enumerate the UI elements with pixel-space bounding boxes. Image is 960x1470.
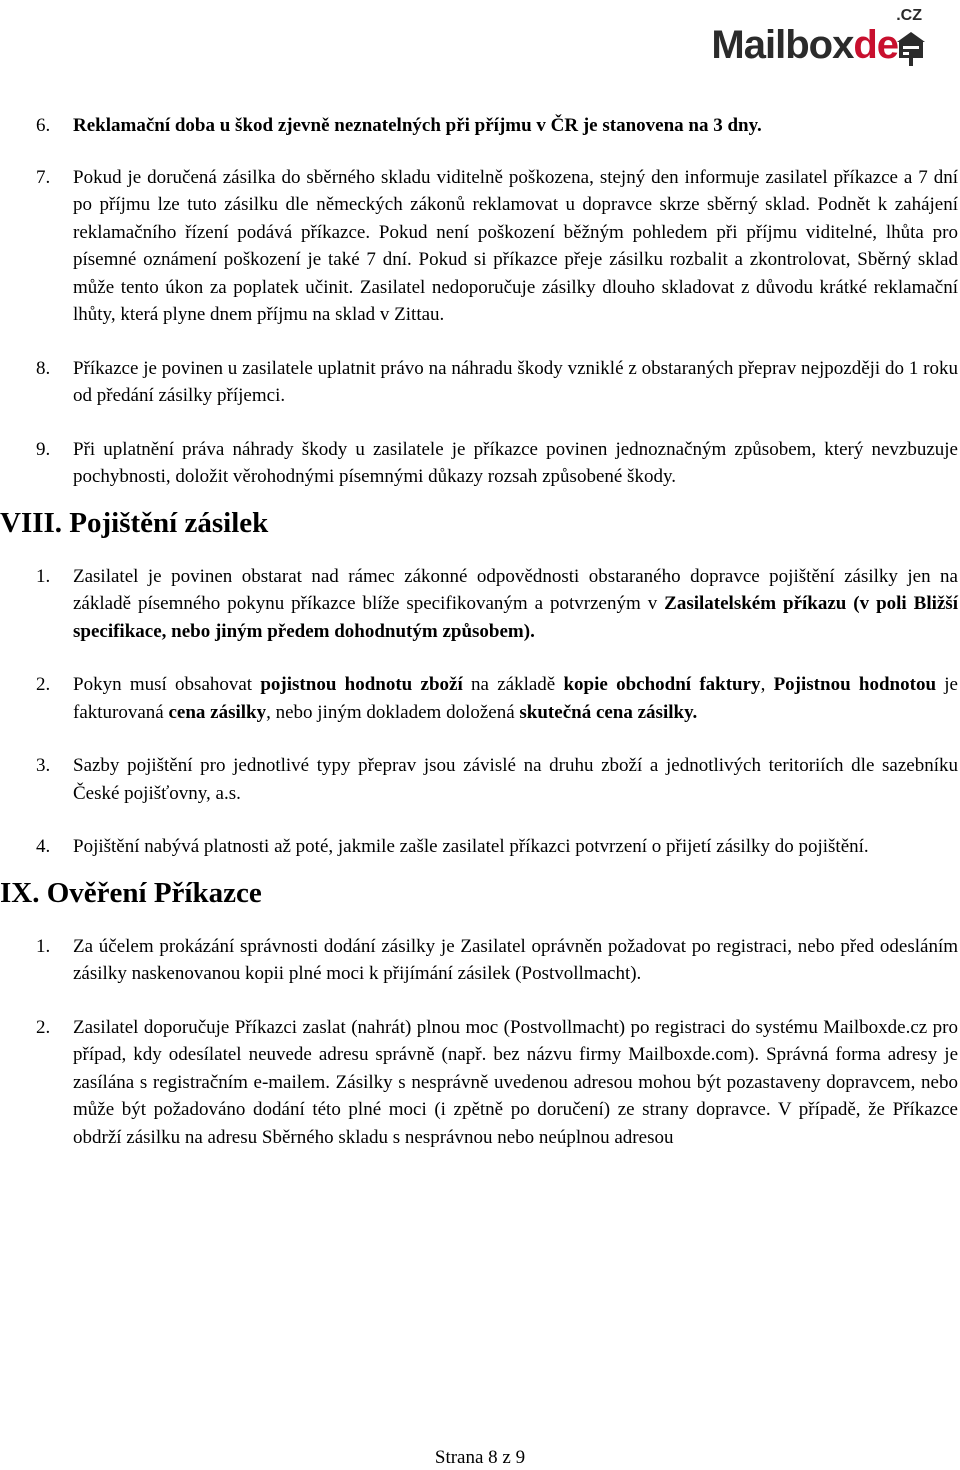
text-run: , (760, 674, 774, 695)
item-number: 1. (36, 565, 51, 587)
text-run: , nebo jiným dokladem doložená (266, 701, 520, 723)
bold-run: pojistnou hodnotu zboží (260, 674, 463, 695)
item-number: 8. (36, 357, 51, 379)
list-item (36, 752, 958, 807)
section-heading-viii: VIII. Pojištění zásilek (0, 506, 269, 539)
list-item (36, 933, 958, 988)
mailboxde-logo (694, 8, 926, 70)
item-text: Za účelem prokázání správnosti dodání zásilky je Zasilatel oprávněn požadovat po registraci, nebo před odesláním zásilky naskenovanou kopii plné moci k přijímání zásilek (Postvollmacht). (73, 935, 958, 984)
item-number: 7. (36, 166, 51, 188)
bold-run: cena zásilky (168, 701, 267, 723)
item-number: 2. (36, 674, 51, 695)
item-text: Zasilatel doporučuje Příkazci zaslat (nahrát) plnou moc (Postvollmacht) po registraci do systému Mailboxde.cz pro případ, kdy odesílatel neuvede adresu správně (např. bez názvu firmy Mailboxde.com). Správná forma adresy je zasílána s registračním e-mailem. Zásilky s nesprávně uvedenou adresou mohou být pozastaveny dopravcem, nebo může být požadováno dodání této plné moci (i zpětně po doručení) ze strany dopravce. V případě, že Příkazce obdrží zásilku na adresu Sběrného skladu s nesprávnou nebo neúplnou adresou (73, 1016, 958, 1148)
list-item (36, 436, 958, 491)
list-item (36, 1014, 958, 1152)
item-number: 2. (36, 1016, 51, 1038)
text-run: na základě (462, 674, 564, 695)
section-heading-ix: IX. Ověření Příkazce (0, 876, 262, 909)
bold-run: Zasilatelském příkazu (v poli Bližší specifikace, nebo jiným předem dohodnutým způsobem). (73, 593, 958, 642)
document-body (0, 112, 958, 1151)
list-item (36, 563, 958, 646)
text-run: Pokyn musí obsahovat (73, 674, 261, 695)
item-text: Reklamační doba u škod zjevně neznatelných při příjmu v ČR je stanovena na 3 dny. (73, 115, 762, 136)
list-item (36, 355, 958, 410)
bold-run: kopie obchodní faktury (563, 674, 761, 695)
text-run: je fakturovaná (73, 674, 958, 723)
item-text: Pokud je doručená zásilka do sběrného skladu viditelně poškozena, stejný den informuje zasilatel příkazce a 7 dní po příjmu lze tuto zásilku dle německých zákonů reklamovat u dopravce skrze sběrný sklad. Podnět k zahájení reklamačního řízení podává příkazce. Pokud není poškození běžným pohledem při příjmu viditelné, lhůta pro písemné oznámení poškození je také 7 dní. Pokud si příkazce přeje zásilku rozbalit a zkontrolovat, Sběrný sklad může tento úkon za poplatek učinit. Zasilatel nedoporučuje zásilky dlouho skladovat z důvodu krátké reklamační lhůty, která plyne dnem příjmu na sklad v Zittau. (73, 166, 958, 325)
bold-run: skutečná cena zásilky. (519, 701, 698, 723)
logo-tld: .CZ (896, 7, 922, 24)
list-item (36, 164, 958, 329)
item-text: Pojištění nabývá platnosti až poté, jakmile zašle zasilatel příkazci potvrzení o přijetí zásilky do pojištění. (73, 836, 869, 857)
item-number: 9. (36, 438, 51, 460)
item-text (73, 671, 958, 726)
text-run: Zasilatel je povinen obstarat nad rámec zákonné odpovědnosti obstaraného dopravce pojištění zásilky jen na základě písemného pokynu příkazce blíže specifikovaným a potvrzeným v (73, 565, 958, 614)
list-item (36, 112, 958, 140)
logo-brand-a: Mailbox (711, 23, 854, 67)
bold-run: Pojistnou hodnotou (773, 674, 937, 695)
logo-wordmark (711, 22, 898, 68)
item-number: 1. (36, 935, 51, 957)
item-number: 3. (36, 755, 51, 776)
mailbox-icon (896, 28, 926, 66)
list-item (36, 671, 958, 726)
item-text: Při uplatnění práva náhrady škody u zasilatele je příkazce povinen jednoznačným způsobem, který nevzbuzuje pochybnosti, doložit věrohodnými písemnými důkazy rozsah způsobené škody. (73, 438, 958, 487)
item-text: Příkazce je povinen u zasilatele uplatnit právo na náhradu škody vzniklé z obstaraných přeprav nejpozději do 1 roku od předání zásilky příjemci. (73, 357, 958, 406)
page-footer: Strana 8 z 9 (434, 1447, 526, 1468)
item-text: Sazby pojištění pro jednotlivé typy přeprav jsou závislé na druhu zboží a jednotlivých teritoriích dle sazebníku České pojišťovny, a.s. (73, 755, 958, 804)
item-text (73, 563, 958, 646)
item-number: 4. (36, 836, 51, 857)
list-item (36, 833, 958, 861)
item-number: 6. (36, 115, 51, 136)
logo-brand-b: de (853, 23, 898, 67)
